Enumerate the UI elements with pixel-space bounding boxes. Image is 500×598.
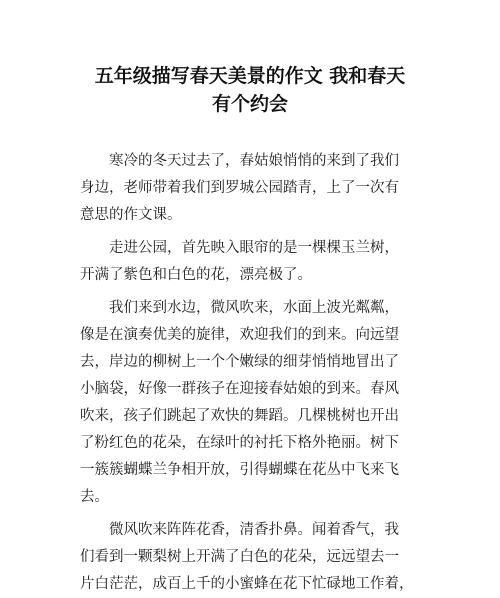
paragraph-1 xyxy=(80,148,425,229)
paragraph-4 xyxy=(80,517,425,598)
text-line: 了粉红色的花朵，在绿叶的衬托下格外艳丽。树下 xyxy=(80,435,399,451)
text-line: 身边，老师带着我们到罗城公园踏青，上了一次有 xyxy=(80,180,399,196)
article-title xyxy=(40,62,460,118)
text-line: 像是在演奏优美的旋律，欢迎我们的到来。向远望 xyxy=(80,327,399,343)
article-body xyxy=(80,148,425,598)
text-line: 一簇簇蝴蝶兰争相开放，引得蝴蝶在花丛中飞来飞 xyxy=(80,462,399,478)
title-line-2: 有个约会 xyxy=(211,93,288,115)
text-line: 我们来到水边，微风吹来，水面上波光粼粼， xyxy=(80,300,399,316)
paragraph-2 xyxy=(80,235,425,289)
text-line: 们看到一颗梨树上开满了白色的花朵，远远望去一 xyxy=(80,549,399,565)
text-line: 意思的作文课。 xyxy=(80,207,182,223)
text-line: 开满了紫色和白色的花，漂亮极了。 xyxy=(80,267,312,283)
text-line: 片白茫茫，成百上千的小蜜蜂在花下忙碌地工作着， xyxy=(80,576,414,592)
text-line: 去，岸边的柳树上一个个嫩绿的细芽悄悄地冒出了 xyxy=(80,354,399,370)
text-line: 微风吹来阵阵花香，清香扑鼻。闻着香气，我 xyxy=(80,522,399,538)
text-line: 寒冷的冬天过去了，春姑娘悄悄的来到了我们 xyxy=(80,153,399,169)
text-line: 走进公园，首先映入眼帘的是一棵棵玉兰树， xyxy=(80,240,399,256)
title-line-1: 五年级描写春天美景的作文 我和春天 xyxy=(94,65,406,87)
text-line: 去。 xyxy=(80,489,109,505)
paragraph-3 xyxy=(80,295,425,511)
text-line: 小脑袋，好像一群孩子在迎接春姑娘的到来。春风 xyxy=(80,381,399,397)
text-line: 吹来，孩子们跳起了欢快的舞蹈。几棵桃树也开出 xyxy=(80,408,399,424)
